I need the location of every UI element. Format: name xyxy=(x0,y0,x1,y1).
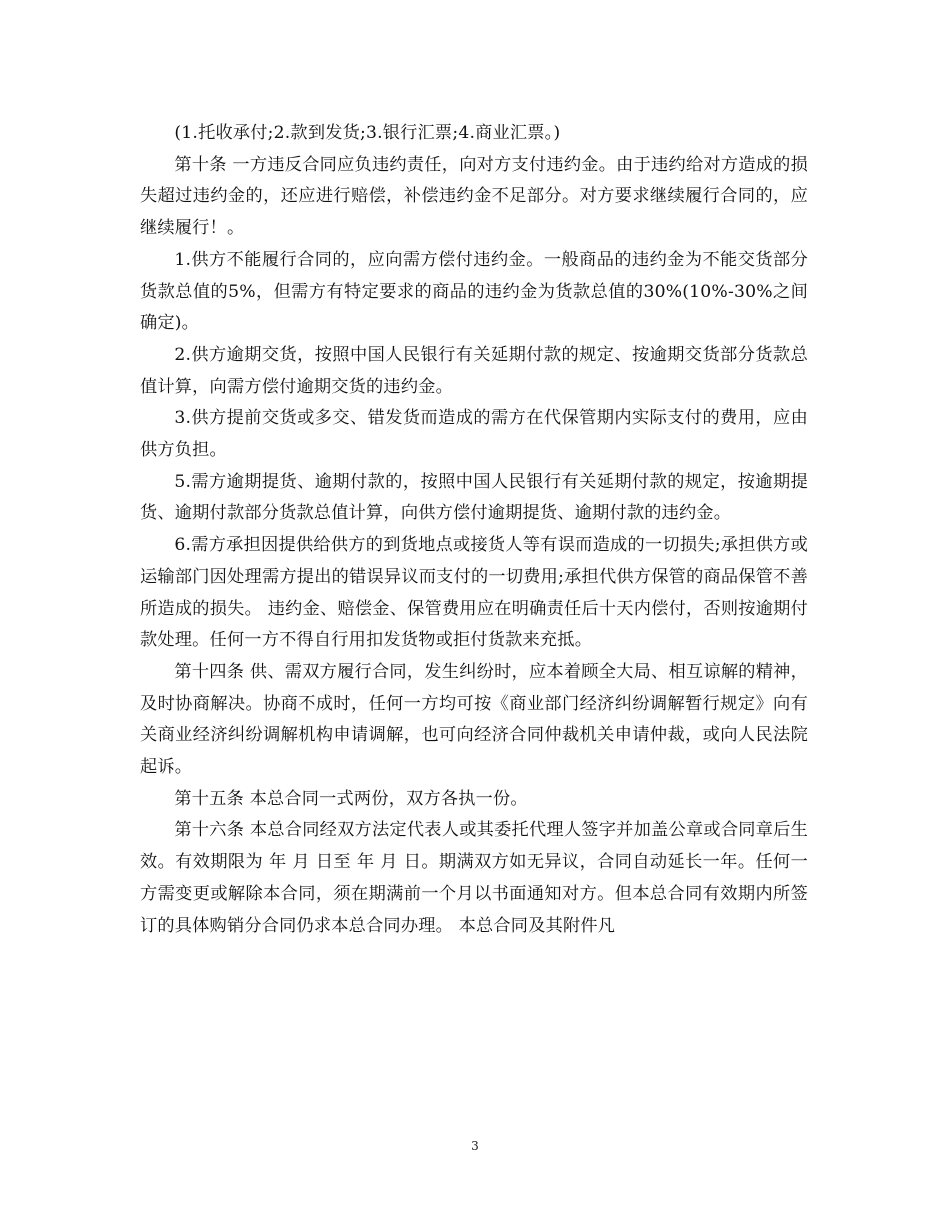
paragraph-payment-methods: (1.托收承付;2.款到发货;3.银行汇票;4.商业汇票。) xyxy=(174,123,561,143)
paragraph-clause-1: 1.供方不能履行合同的，应向需方偿付违约金。一般商品的违约金为不能交货部分货款总值的5%，但需方有特定要求的商品的违约金为货款总值的30%(10%-30%之间确定)。 xyxy=(140,249,808,334)
paragraph-clause-2: 2.供方逾期交货，按照中国人民银行有关延期付款的规定、按逾期交货部分货款总值计算，向需方偿付逾期交货的违约金。 xyxy=(140,344,808,397)
paragraph-article-15: 第十五条 本总合同一式两份，双方各执一份。 xyxy=(174,788,528,809)
paragraph-article-10: 第十条 一方违反合同应负违约责任，向对方支付违约金。由于违约给对方造成的损失超过违约金的，还应进行赔偿，补偿违约金不足部分。对方要求继续履行合同的，应继续履行！。 xyxy=(140,154,808,239)
paragraph-clause-5: 5.需方逾期提货、逾期付款的，按照中国人民银行有关延期付款的规定，按逾期提货、逾期付款部分货款总值计算，向供方偿付逾期提货、逾期付款的违约金。 xyxy=(140,471,808,524)
paragraph-clause-6: 6.需方承担因提供给供方的到货地点或接货人等有误而造成的一切损失;承担供方或运输部门因处理需方提出的错误异议而支付的一切费用;承担代供方保管的商品保管不善所造成的损失。 违约金、赔偿金、保管费用应在明确责任后十天内偿付，否则按逾期付款处理。任何一方不得自行用扣发货物或拒付货款来充抵。 xyxy=(140,535,808,651)
document-body xyxy=(140,118,808,942)
page-number: 3 xyxy=(471,1139,479,1153)
paragraph-article-16: 第十六条 本总合同经双方法定代表人或其委托代理人签字并加盖公章或合同章后生效。有效期限为 年 月 日至 年 月 日。期满双方如无异议，合同自动延长一年。任何一方需变更或解除本合同，须在期满前一个月以书面通知对方。但本总合同有效期内所签订的具体购销分合同仍求本总合同办理。 本总合同及其附件凡 xyxy=(140,820,808,936)
paragraph-clause-3: 3.供方提前交货或多交、错发货而造成的需方在代保管期内实际支付的费用，应由供方负担。 xyxy=(140,408,808,461)
paragraph-article-14: 第十四条 供、需双方履行合同，发生纠纷时，应本着顾全大局、相互谅解的精神，及时协商解决。协商不成时，任何一方均可按《商业部门经济纠纷调解暂行规定》向有关商业经济纠纷调解机构申请调解，也可向经济合同仲裁机关申请仲裁，或向人民法院起诉。 xyxy=(140,661,808,778)
